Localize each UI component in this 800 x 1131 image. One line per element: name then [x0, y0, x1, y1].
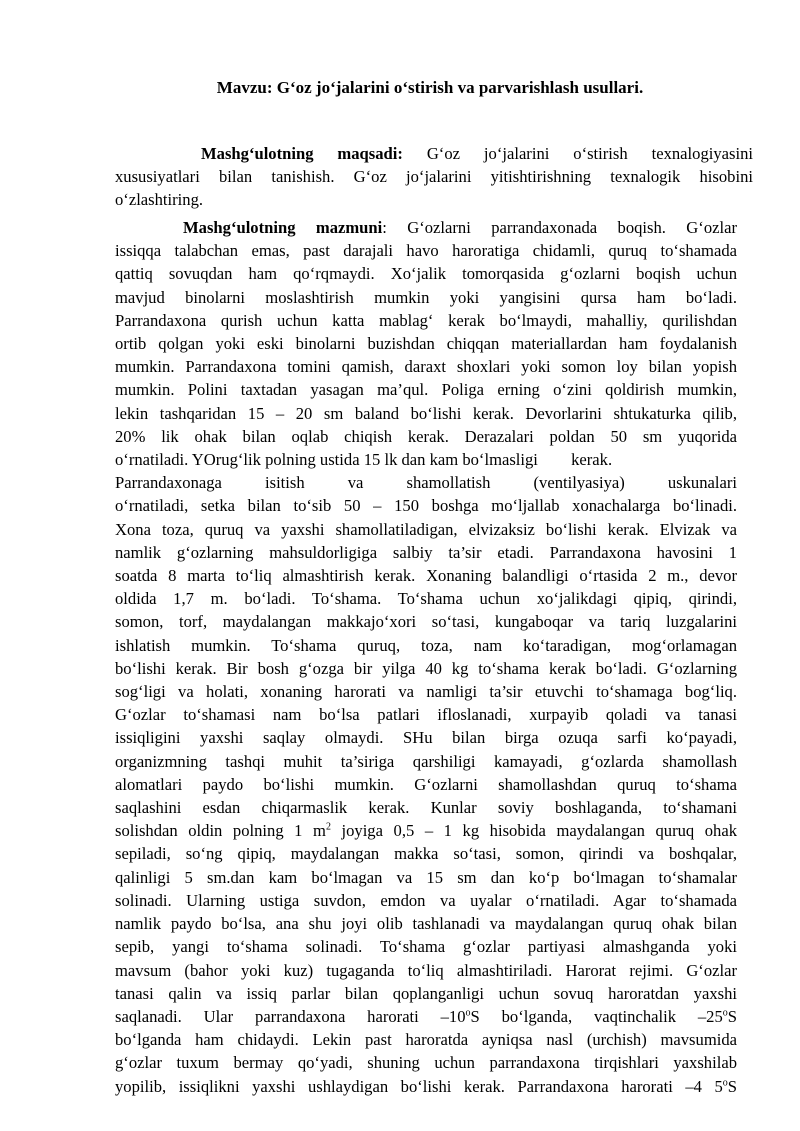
content-line: g‘ozlar tuxum bermay qo‘yadi, shuning uchun parrandaxona tirqishlari yaxshilab: [115, 1053, 737, 1073]
content-line: solinadi. Ularning ustiga suvdon, emdon va uyalar o‘rnatiladi. Agar to‘shamada: [115, 890, 737, 910]
content-line: qattiq sovuqdan ham qo‘rqmaydi. Xo‘jalik tomorqasida g‘ozlarni boqish uchun: [115, 264, 737, 284]
content-line: soatda 8 marta to‘liq almashtirish kerak. Xonaning balandligi o‘rtasida 2 m., devor: [115, 566, 737, 586]
content-line: G‘ozlar to‘shamasi nam bo‘lsa patlari ifloslanadi, xurpayib qoladi va tanasi: [115, 705, 737, 725]
goal-line-1: [115, 142, 753, 165]
content-line: o‘rnatiladi. YOrug‘lik polning ustida 15 lk dan kam bo‘lmasligi kerak.: [115, 450, 613, 470]
content-line: tanasi qalin va issiq parlar bilan qoplanganligi uchun sovuq haroratdan yaxshi: [115, 983, 737, 1003]
content-label: Mashg‘ulotning mazmuni: [183, 218, 383, 237]
content-text: S: [727, 1006, 737, 1026]
content-text: S: [727, 1076, 737, 1096]
superscript: o: [722, 1007, 728, 1019]
content-text: joyiga 0,5 – 1 kg hisobida maydalangan quruq ohak: [330, 821, 737, 841]
goal-label: Mashg‘ulotning maqsadi:: [201, 144, 403, 163]
content-line: oldida 1,7 m. bo‘ladi. To‘shama. To‘shama uchun xo‘jalikdagi qipiq, qirindi,: [115, 589, 737, 609]
content-line: [115, 1075, 737, 1098]
content-line: mumkin. Polini taxtadan yasagan ma’qul. Poliga erning o‘zini qoldirish mumkin,: [115, 380, 737, 400]
content-line: bo‘lganda ham chidaydi. Lekin past haroratda ayniqsa nasl (urchish) mavsumida: [115, 1030, 737, 1050]
goal-line-3: o‘zlashtiring.: [115, 190, 204, 210]
content-line: mavjud binolarni moslashtirish mumkin yoki yangisini qursa ham bo‘ladi.: [115, 287, 737, 307]
content-line: mumkin. Parrandaxona tomini qamish, daraxt shoxlari yoki somon loy bilan yopish: [115, 357, 737, 377]
content-line: namlik paydo bo‘lsa, ana shu joyi olib tashlanadi va maydalangan quruq ohak bilan: [115, 914, 737, 934]
content-line: sepiladi, so‘ng qipiq, maydalangan makka so‘tasi, somon, qirindi va boshqalar,: [115, 844, 737, 864]
content-line: mavsum (bahor yoki kuz) tugaganda to‘liq almashtiriladi. Harorat rejimi. G‘ozlar: [115, 960, 737, 980]
content-line: sog‘ligi va holati, xonaning harorati va namligi ta’sir etuvchi to‘shamaga bog‘liq.: [115, 682, 737, 702]
content-line: bo‘lishi kerak. Bir bosh g‘ozga bir yilga 40 kg to‘shama kerak bo‘ladi. G‘ozlarning: [115, 658, 737, 678]
content-line: ortib qolgan yoki eski binolarni buzishdan chiqqan materiallardan ham foydalanish: [115, 334, 737, 354]
content-paragraph: [115, 216, 737, 1098]
goal-text: G‘oz jo‘jalarini o‘stirish texnalogiyasini: [426, 144, 753, 163]
content-line: [115, 216, 737, 239]
content-line: qalinligi 5 sm.dan kam bo‘lmagan va 15 sm dan ko‘p bo‘lmagan to‘shamalar: [115, 867, 737, 887]
content-line: Parrandaxona qurish uchun katta mablag‘ kerak bo‘lmaydi, mahalliy, qurilishdan: [115, 310, 737, 330]
content-text: S bo‘lganda, vaqtinchalik –25: [470, 1006, 723, 1026]
content-line: alomatlari paydo bo‘lishi mumkin. G‘ozlarni shamollashdan quruq to‘shama: [115, 774, 737, 794]
superscript: o: [465, 1007, 471, 1019]
content-line: namlik g‘ozlarning mahsuldorligiga salbiy ta’sir etadi. Parrandaxona havosini 1: [115, 542, 737, 562]
content-text: solishdan oldin polning 1 m: [115, 821, 326, 841]
content-text: yopilib, issiqlikni yaxshi ushlaydigan bo‘lishi kerak. Parrandaxona harorati –4 5: [115, 1076, 723, 1096]
page-title: Mavzu: G‘oz jo‘jalarini o‘stirish va parvarishlash usullari.: [216, 78, 644, 97]
content-line: [115, 819, 737, 842]
superscript: 2: [325, 821, 331, 833]
goal-line-2: xususiyatlari bilan tanishish. G‘oz jo‘jalarini yitishtirishning texnalogik hisobini: [115, 167, 753, 187]
content-line: issiqqa talabchan emas, past darajali havo haroratiga chidamli, quruq to‘shamada: [115, 241, 737, 261]
content-line: Parrandaxonaga isitish va shamollatish (ventilyasiya) uskunalari: [115, 473, 737, 493]
content-line: [115, 1005, 737, 1028]
content-line: 20% lik ohak bilan oqlab chiqish kerak. Derazalari poldan 50 sm yuqorida: [115, 426, 737, 446]
content-line: saqlashini esdan chiqarmaslik kerak. Kunlar soviy boshlaganda, to‘shamani: [115, 798, 737, 818]
content-text: saqlanadi. Ular parrandaxona harorati –10: [115, 1006, 466, 1026]
content-line: organizmning tashqi muhit ta’siriga qarshiligi kamayadi, g‘ozlarda shamollash: [115, 751, 737, 771]
content-text: : G‘ozlarni parrandaxonada boqish. G‘ozlar: [382, 218, 737, 237]
content-line: Xona toza, quruq va yaxshi shamollatiladigan, elvizaksiz bo‘lishi kerak. Elvizak va: [115, 519, 737, 539]
content-line: o‘rnatiladi, setka bilan to‘sib 50 – 150 boshga mo‘ljallab xonachalarga bo‘linadi.: [115, 496, 737, 516]
content-line: ishlatish mumkin. To‘shama quruq, toza, nam ko‘taradigan, mog‘orlamagan: [115, 635, 737, 655]
content-line: lekin tashqaridan 15 – 20 sm baland bo‘lishi kerak. Devorlarini shtukaturka qilib,: [115, 403, 737, 423]
goal-paragraph: [115, 142, 753, 212]
superscript: o: [722, 1076, 728, 1088]
content-line: somon, torf, maydalangan makkajo‘xori so‘tasi, kungaboqar va tariq luzgalarini: [115, 612, 737, 632]
content-line: issiqligini yaxshi saqlay olmaydi. SHu bilan birga ozuqa sarfi ko‘payadi,: [115, 728, 737, 748]
content-line: sepib, yangi to‘shama solinadi. To‘shama g‘ozlar partiyasi almashganda yoki: [115, 937, 737, 957]
